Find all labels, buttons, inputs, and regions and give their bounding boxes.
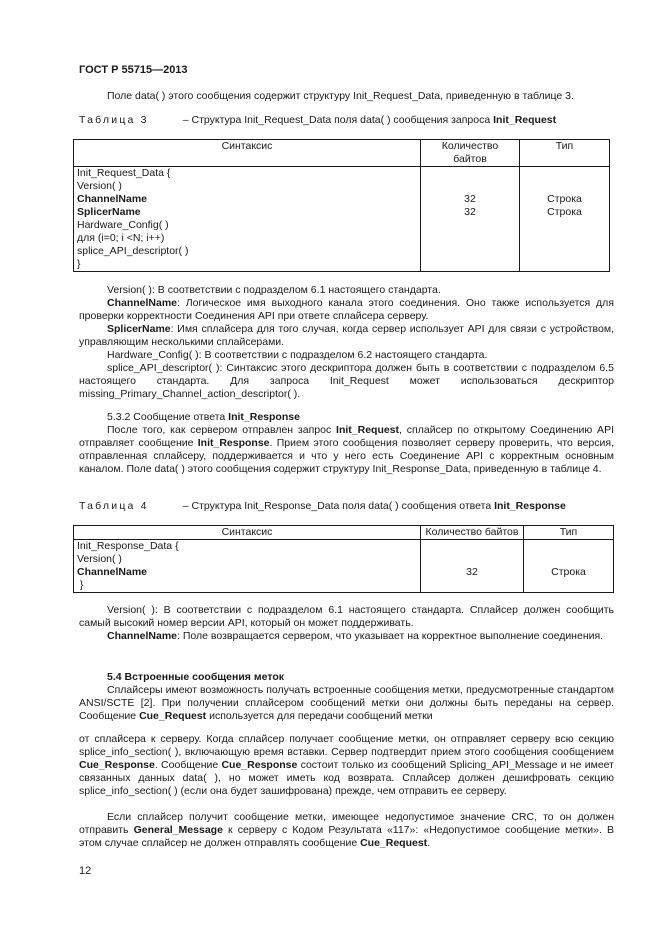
table4-col-count: Количество байтов — [421, 526, 524, 540]
table3-col-syntax: Синтаксис — [74, 140, 421, 167]
desc4-version: Version( ): В соответствии с подразделом 6.1 настоящего стандарта. Сплайсер должен сообщить самый высокий номер версии API, который он может поддерживать. — [79, 604, 614, 629]
para-text: После того, как сервером отправлен запрос — [107, 424, 337, 436]
intro-paragraph: Поле data( ) этого сообщения содержит структуру Init_Request_Data, приведенную в таблице 3. — [107, 90, 574, 102]
desc3-version: Version( ): В соответствии с подразделом 6.1 настоящего стандарта. — [107, 284, 441, 296]
table3 — [73, 139, 610, 272]
desc3-channel-text: : Логическое имя выходного канала этого соединения. Оно также используется для проверки корректности Соединения API при ответе сплайсера серверу. — [79, 297, 614, 322]
section-532-title-text: 5.3.2 Сообщение ответа — [107, 411, 229, 423]
table-cell: 32 — [466, 566, 478, 578]
table3-count-cell — [421, 167, 520, 272]
table-cell: Строка — [551, 566, 586, 578]
table-row: Init_Request_Data { — [77, 167, 171, 179]
table-cell: Строка — [547, 193, 582, 205]
table-row: Version( ) — [77, 553, 122, 565]
table3-label: Таблица 3 — [79, 114, 149, 126]
desc4-channel-text: : Поле возвращается сервером, что указывает на корректное выполнение соединения. — [177, 630, 604, 642]
desc4-channel — [79, 630, 614, 643]
table3-syntax-cell — [74, 167, 421, 272]
table4-caption-bold: Init_Response — [494, 500, 566, 512]
para-text: используется для передачи сообщений метки — [206, 710, 433, 722]
section-54-paragraph-3 — [79, 811, 614, 850]
para-bold: General_Message — [133, 824, 223, 836]
page-number: 12 — [79, 865, 92, 877]
desc3-splicer — [79, 323, 614, 349]
table-row: Hardware_Config( ) — [77, 219, 169, 231]
table-row: SplicerName — [77, 206, 141, 218]
table-cell: Строка — [547, 206, 582, 218]
para-text: . — [427, 837, 431, 849]
para-text: состоит только из сообщений Splicing_API_Message и не имеет связанных данных data( ), но может иметь код возврата. Сплайсер должен дешифровать секцию splice_info_section( ) (если она будет зашифрована) прежде, чем отправить ее серверу. — [79, 759, 614, 797]
table3-caption-bold: Init_Request — [493, 114, 557, 126]
para-text: . Сообщение — [154, 759, 222, 771]
desc3-splicer-text: : Имя сплайсера для того случая, когда сервер использует API для связи с устройством, управляющим несколькими сплайсерами. — [79, 323, 614, 348]
desc4-channel-term: ChannelName — [107, 630, 178, 642]
table4-col-type: Тип — [524, 526, 614, 540]
para-bold: Init_Request — [336, 424, 400, 436]
table3-type-cell — [520, 167, 610, 272]
table4-type-cell — [524, 540, 614, 593]
desc3-api: splice_API_descriptor( ): Синтаксис этого дескриптора должен быть в соответствии с подразделом 6.5 настоящего стандарта. Для запроса Init_Request может использоваться дескриптор missing_Primary_Channel_action_descriptor( ). — [79, 362, 614, 400]
table-cell: 32 — [464, 193, 476, 205]
table4-body-row — [74, 540, 614, 593]
table3-caption-text: – Структура Init_Request_Data поля data( ) сообщения запроса — [182, 114, 494, 126]
para-text: Если сплайсер получит сообщение метки, имеющее недопустимое значение CRC, то он должен отправить — [79, 811, 614, 836]
document-header: ГОСТ Р 55715—2013 — [79, 64, 188, 76]
para-bold: Cue_Request — [360, 837, 428, 849]
table4-caption-text: – Структура Init_Response_Data поля data( ) сообщения ответа — [182, 500, 495, 512]
para-text: . Прием этого сообщения позволяет серверу проверить, что версия, отправленная сплайсеру, поддерживается и что у него есть Соединение API с корректным основным каналом. Поле data( ) этого сообщения содержит структуру Init_Response_Data, приведенную в таблице 4. — [79, 437, 614, 475]
desc3-channel-term: ChannelName — [107, 297, 178, 309]
para-text: от сплайсера к серверу. Когда сплайсер получает сообщение метки, он отправляет серверу всю секцию splice_info_section( ), включающую время вставки. Сервер подтвердит прием этого сообщения сообщением — [79, 733, 614, 758]
table4-col-syntax: Синтаксис — [74, 526, 421, 540]
para-bold: Cue_Response — [221, 759, 298, 771]
section-54-title: 5.4 Встроенные сообщения меток — [107, 671, 284, 683]
table-row: ChannelName — [77, 193, 148, 205]
para-text: к серверу с Кодом Результата «117»: «Недопустимое сообщение метки». В этом случае сплайсер не должен отправлять сообщение — [79, 824, 614, 849]
table4-syntax-cell — [74, 540, 421, 593]
section-54-paragraph-1 — [79, 684, 614, 723]
table-row: для (i=0; i <N; i++) — [77, 232, 165, 244]
table3-col-count: Количество байтов — [421, 140, 520, 167]
para-bold: Cue_Request — [139, 710, 207, 722]
table3-header-row — [74, 140, 610, 167]
table-row: splice_API_descriptor( ) — [77, 245, 189, 257]
section-54-paragraph-2 — [79, 733, 614, 798]
table-row: } — [77, 258, 81, 270]
section-532-paragraph — [79, 424, 614, 476]
table4-header-row — [74, 526, 614, 540]
table4 — [73, 525, 614, 593]
table-row: ChannelName — [77, 566, 148, 578]
table3-body-row — [74, 167, 610, 272]
para-bold: Cue_Response — [79, 759, 155, 771]
desc3-splicer-term: SplicerName — [107, 323, 171, 335]
section-532-title-bold: Init_Response — [228, 411, 300, 423]
table3-caption — [79, 114, 556, 127]
para-text: , сплайсер по открытому Соединению API отправляет сообщение — [79, 424, 614, 449]
desc3-channel — [79, 297, 614, 323]
para-text: Сплайсеры имеют возможность получать встроенные сообщения метки, предусмотренные стандартом ANSI/SCTE [2]. При получении сплайсером сообщений метки они должны быть переданы на сервер. Сообщение — [79, 684, 614, 722]
table-row: Version( ) — [77, 180, 122, 192]
table3-col-type: Тип — [520, 140, 610, 167]
section-532-title — [79, 411, 614, 424]
para-bold: Init_Response — [197, 437, 270, 449]
table-cell: 32 — [464, 206, 476, 218]
table-row: Init_Response_Data { — [77, 540, 179, 552]
table4-label: Таблица 4 — [79, 500, 149, 512]
table4-caption — [79, 500, 566, 513]
table4-count-cell — [421, 540, 524, 593]
desc3-hw: Hardware_Config( ): В соответствии с подразделом 6.2 настоящего стандарта. — [107, 349, 488, 361]
table-row: } — [77, 579, 84, 591]
